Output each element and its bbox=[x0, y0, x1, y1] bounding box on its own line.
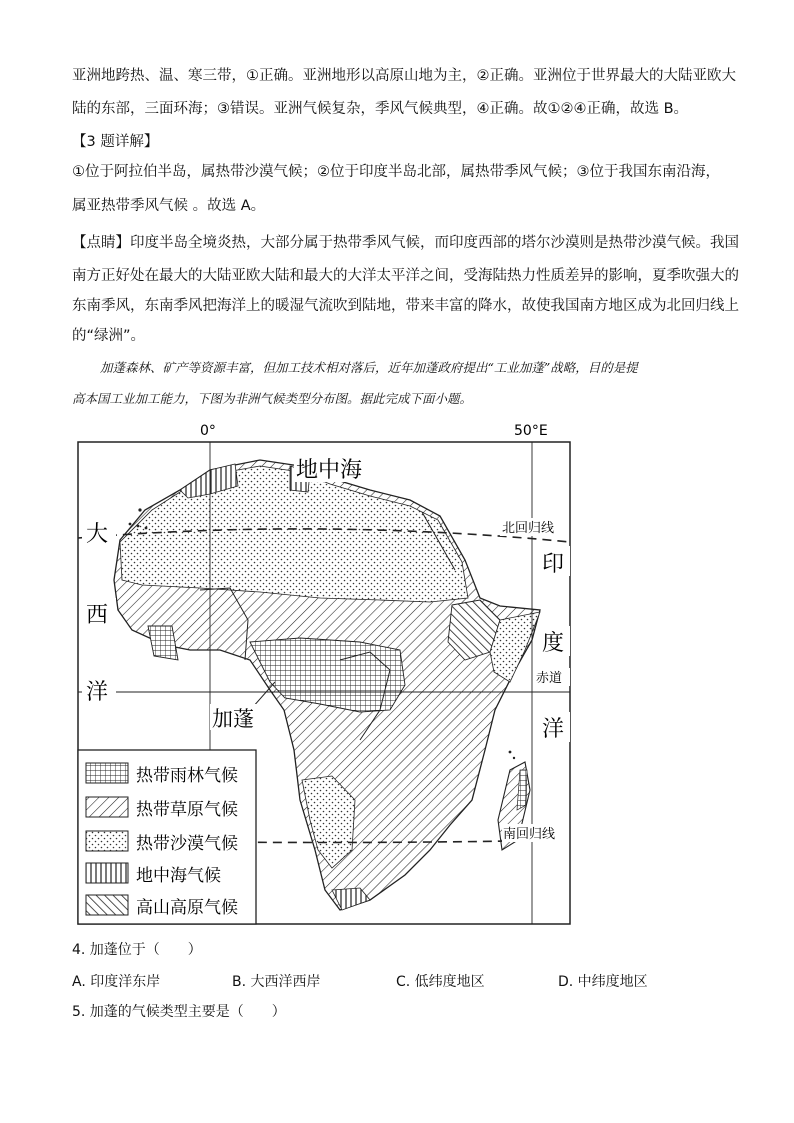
tip-text-line: 南方正好处在最大的大陆亚欧大陆和最大的大洋太平洋之间，受海陆热力性质差异的影响，夏季吹强大的 bbox=[72, 268, 739, 284]
indian-label-3: 洋 bbox=[542, 717, 565, 742]
legend-highland: 高山高原气候 bbox=[136, 898, 238, 918]
map-legend bbox=[78, 750, 256, 924]
answer-text-line: ①位于阿拉伯半岛，属热带沙漠气候；②位于印度半岛北部，属热带季风气候；③位于我国东南沿海， bbox=[72, 164, 720, 180]
tip-text-line: 【点睛】印度半岛全境炎热，大部分属于热带季风气候，而印度西部的塔尔沙漠则是热带沙漠气候。我国 bbox=[72, 235, 739, 251]
question-intro-line: 高本国工业加工能力，下图为非洲气候类型分布图。据此完成下面小题。 bbox=[72, 391, 473, 406]
q4-option-c[interactable]: C. 低纬度地区 bbox=[396, 974, 485, 990]
mediterranean-sea-label: 地中海 bbox=[296, 458, 363, 483]
tip-text-line: 东南季风，东南季风把海洋上的暖湿气流吹到陆地，带来丰富的降水，故使我国南方地区成为北回归线上 bbox=[72, 298, 739, 314]
legend-desert: 热带沙漠气候 bbox=[136, 834, 238, 854]
answer-text-line: 属亚热带季风气候 。故选 A。 bbox=[72, 198, 266, 214]
section-title: 【3 题详解】 bbox=[72, 134, 159, 150]
answer-text-line: 陆的东部，三面环海；③错误。亚洲气候复杂，季风气候典型，④正确。故①②④正确，故选 B。 bbox=[72, 101, 689, 117]
answer-text-line: 亚洲地跨热、温、寒三带，①正确。亚洲地形以高原山地为主，②正确。亚洲位于世界最大的大陆亚欧大 bbox=[72, 68, 736, 84]
lon-0-label: 0° bbox=[200, 423, 216, 439]
legend-savanna: 热带草原气候 bbox=[136, 800, 238, 820]
atlantic-label-2: 西 bbox=[86, 603, 109, 628]
tip-text-line: 的“绿洲”。 bbox=[72, 328, 146, 344]
indian-label-2: 度 bbox=[542, 631, 565, 656]
question-5: 5. 加蓬的气候类型主要是（ ） bbox=[72, 1004, 286, 1020]
q4-option-b[interactable]: B. 大西洋西岸 bbox=[232, 974, 321, 990]
q4-option-d[interactable]: D. 中纬度地区 bbox=[558, 974, 648, 990]
q4-option-a[interactable]: A. 印度洋东岸 bbox=[72, 974, 161, 990]
legend-mediterranean: 地中海气候 bbox=[136, 866, 221, 886]
indian-label-1: 印 bbox=[542, 552, 565, 577]
tropic-cancer-label: 北回归线 bbox=[502, 521, 555, 536]
tropic-capricorn-label: 南回归线 bbox=[503, 827, 556, 842]
lon-50e-label: 50°E bbox=[514, 423, 548, 439]
question-intro-line: 加蓬森林、矿产等资源丰富，但加工技术相对落后，近年加蓬政府提出“工业加蓬”战略，目的是提 bbox=[100, 360, 638, 375]
atlantic-label-1: 大 bbox=[86, 522, 109, 547]
legend-rainforest: 热带雨林气候 bbox=[136, 766, 238, 786]
equator-label: 赤道 bbox=[536, 671, 563, 686]
africa-climate-map bbox=[70, 420, 580, 930]
atlantic-label-3: 洋 bbox=[86, 680, 109, 705]
gabon-label: 加蓬 bbox=[212, 707, 254, 731]
question-4: 4. 加蓬位于（ ） bbox=[72, 942, 202, 958]
